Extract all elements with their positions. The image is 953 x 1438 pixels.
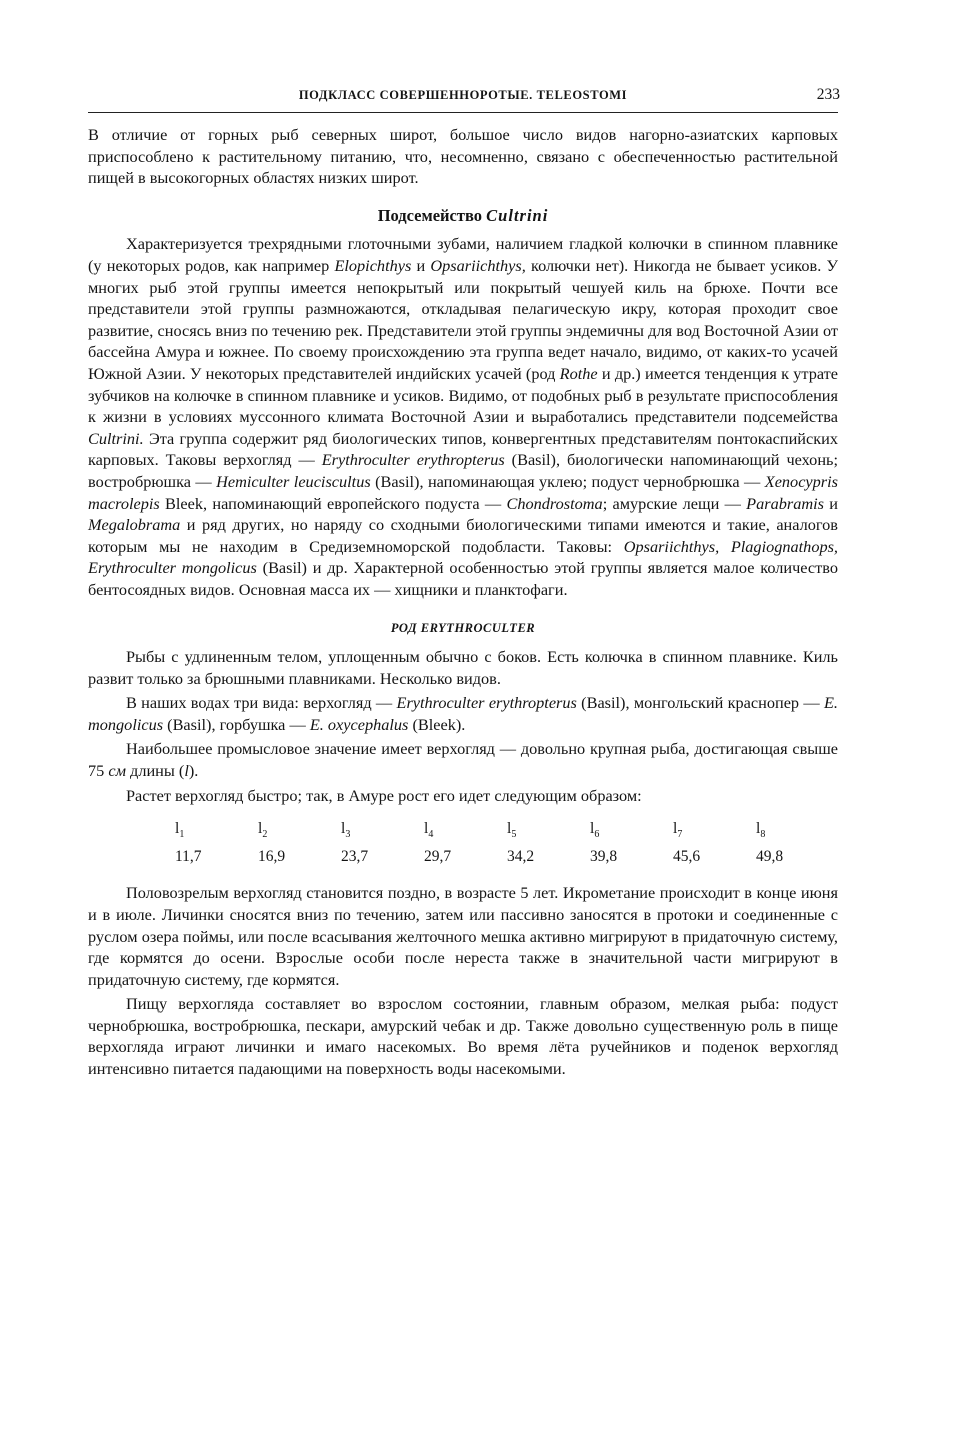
subfamily-paragraph (88, 233, 838, 600)
text-run: Наибольшее промысловое значение имеет верхогляд — довольно крупная рыба, достигающая свыше 75 (88, 739, 838, 781)
latin-term: E. oxycephalus (309, 714, 409, 734)
genus-paragraph-5: Половозрелым верхогляд становится поздно, в возрасте 5 лет. Икрометание происходит в конце июня и в июле. Личинки сносятся вниз по течению, затем или пассивно заносятся в протоки и соединенные с руслом озера поймы, или после всасывания желточного мешка активно мигрируют в придаточную систему, где кормятся до осени. Взрослые особи после нереста также в значительной части мигрируют в придаточную систему, где кормятся. (88, 883, 838, 989)
age-subscript: 1 (179, 829, 185, 841)
genus-paragraph-6: Пищу верхогляда составляет во взрослом состоянии, главным образом, мелкая рыба: подуст чернобрюшка, востробрюшка, пескари, амурский чебак и др. Также довольно существенную роль в пище верхогляда играют личинки и имаго насекомых. Во время лёта ручейников и поденок верхогляд интенсивно питается падающими на поверхность воды насекомыми. (88, 994, 838, 1079)
latin-term: Cultrini. (88, 428, 144, 448)
growth-age-cell: $l_5$ (507, 820, 517, 841)
growth-value-cell: 23,7 (341, 848, 369, 866)
subfamily-heading-latin: Cultrini (486, 205, 549, 225)
genus-paragraph-4: Растет верхогляд быстро; так, в Амуре рост его идет следующим образом: (126, 785, 642, 805)
text-run: Эта группа содержит ряд биологических типов, конвергентных представителям понтокаспийских карповых. Таковы верхогляд — (88, 428, 838, 470)
text-run: ; амурские лещи — (602, 493, 747, 513)
page-number: 233 (816, 86, 840, 103)
text-run: (Basil), монгольский краснопер — (576, 693, 824, 713)
growth-age-cell: $l_1$ (175, 820, 185, 841)
latin-term: Rothe (559, 363, 598, 383)
age-subscript: 5 (511, 829, 517, 841)
growth-value-cell: 16,9 (258, 848, 286, 866)
latin-term: Chondrostoma (506, 493, 603, 513)
latin-term: Xenocypris macrolepis (88, 471, 838, 513)
growth-table (171, 818, 835, 868)
latin-term: Elopichthys (334, 255, 412, 275)
text-run: Характеризуется трехрядными глоточными зубами, наличием гладкой колючки в спинном плавнике (у некоторых родов, как например (88, 234, 838, 275)
age-subscript: 4 (428, 829, 434, 841)
growth-value-cell: 39,8 (590, 848, 618, 866)
genus-paragraph-3 (88, 738, 838, 781)
growth-value-cell: 29,7 (424, 848, 452, 866)
age-subscript: 2 (262, 829, 268, 841)
intro-paragraph: В отличие от горных рыб северных широт, большое число видов нагорно-азиатских карповых приспособлено к растительному питанию, что, несомненно, связано с обеспеченностью растительной пищей в высокогорных областях низких широт. (88, 125, 838, 188)
latin-term: Erythroculter erythropterus (321, 450, 505, 470)
page-header (88, 84, 838, 113)
growth-table-header-row (171, 818, 835, 846)
text-run: Bleek, напоминающий европейского подуста — (159, 493, 507, 513)
page-body (88, 124, 838, 1080)
genus-heading: РОД ERYTHROCULTER (390, 621, 536, 636)
growth-table-value-row (171, 846, 835, 868)
text-run: (Bleek). (408, 714, 466, 734)
subfamily-heading-prefix: Подсемейство (377, 205, 483, 225)
growth-age-cell: $l_4$ (424, 820, 434, 841)
growth-age-cell: $l_2$ (258, 820, 268, 841)
growth-age-cell: $l_7$ (673, 820, 683, 841)
subfamily-heading (88, 205, 838, 227)
latin-term: Megalobrama (88, 515, 181, 535)
age-subscript: 6 (594, 829, 600, 841)
running-title: ПОДКЛАСС СОВЕРШЕННОРОТЫЕ. TELEOSTOMI (298, 88, 628, 102)
text-run: (Basil), биологически напоминающий чехонь; востробрюшка — (88, 450, 838, 491)
growth-age-cell: $l_8$ (756, 820, 766, 841)
text-run: длины ( (125, 761, 185, 781)
genus-paragraph-2 (88, 692, 838, 735)
text-run: и (411, 255, 431, 275)
text-run: (Basil) и др. Характерной особенностью этой группы является малое количество бентосоядных видов. Основная масса их — хищники и планктофаги. (88, 558, 838, 599)
latin-term: Parabramis (746, 493, 824, 513)
growth-age-cell: $l_3$ (341, 820, 351, 841)
text-run: (Basil), горбушка — (163, 714, 310, 734)
unit-term: см (108, 761, 126, 781)
text-run: В наших водах три вида: верхогляд — (126, 693, 397, 713)
latin-term: Opsariichthys, (430, 255, 526, 275)
growth-value-cell: 49,8 (756, 848, 784, 866)
text-run: и др.) имеется тенденция к утрате зубчиков на колючке в спинном плавнике и усиков. Видимо, от подобных рыб в результате приспособления к жизни в условиях муссонного климата Восточной Азии и выработались представители подсемейства (88, 363, 838, 427)
growth-value-cell: 45,6 (673, 848, 701, 866)
symbol-term: l (184, 761, 189, 781)
age-subscript: 7 (677, 829, 683, 841)
text-run: (Basil), напоминающая уклею; подуст чернобрюшка — (370, 471, 765, 491)
genus-paragraph-1: Рыбы с удлиненным телом, уплощенным обычно с боков. Есть колючка в спинном плавнике. Киль развит только за брюшными плавниками. Несколько видов. (88, 647, 838, 688)
text-run: и ряд других, но наряду со сходными биологическими типами имеются и такие, аналогов которым мы не находим в Средиземноморской подобласти. Таковы: (88, 515, 838, 556)
growth-value-cell: 34,2 (507, 848, 535, 866)
age-subscript: 8 (760, 829, 766, 841)
latin-term: Erythroculter erythropterus (396, 693, 577, 713)
latin-term: Hemiculter leuciscultus (216, 471, 371, 491)
age-subscript: 3 (345, 829, 351, 841)
latin-term: Opsariichthys, Plagiognathops, Erythroculter mongolicus (88, 536, 839, 578)
text-run: и (823, 493, 838, 513)
text-run: колючки нет). Никогда не бывает усиков. У многих рыб этой группы имеется непокрытый или покрытый чешуей киль на брюхе. Почти все представители этой группы размножаются, откладывая пелагическую икру, которая проходит свое развитие, сносясь вниз по течению рек. Представители этой группы эндемичны для вод Восточной Азии от бассейна Амура и южнее. По своему происхождению эта группа ведет начало, видимо, от каких-то усачей Южной Азии. У некоторых представителей индийских усачей (род (88, 255, 838, 383)
text-run: ). (188, 761, 199, 781)
latin-term: E. mongolicus (88, 693, 838, 734)
growth-value-cell: 11,7 (175, 848, 202, 866)
growth-age-cell: $l_6$ (590, 820, 600, 841)
